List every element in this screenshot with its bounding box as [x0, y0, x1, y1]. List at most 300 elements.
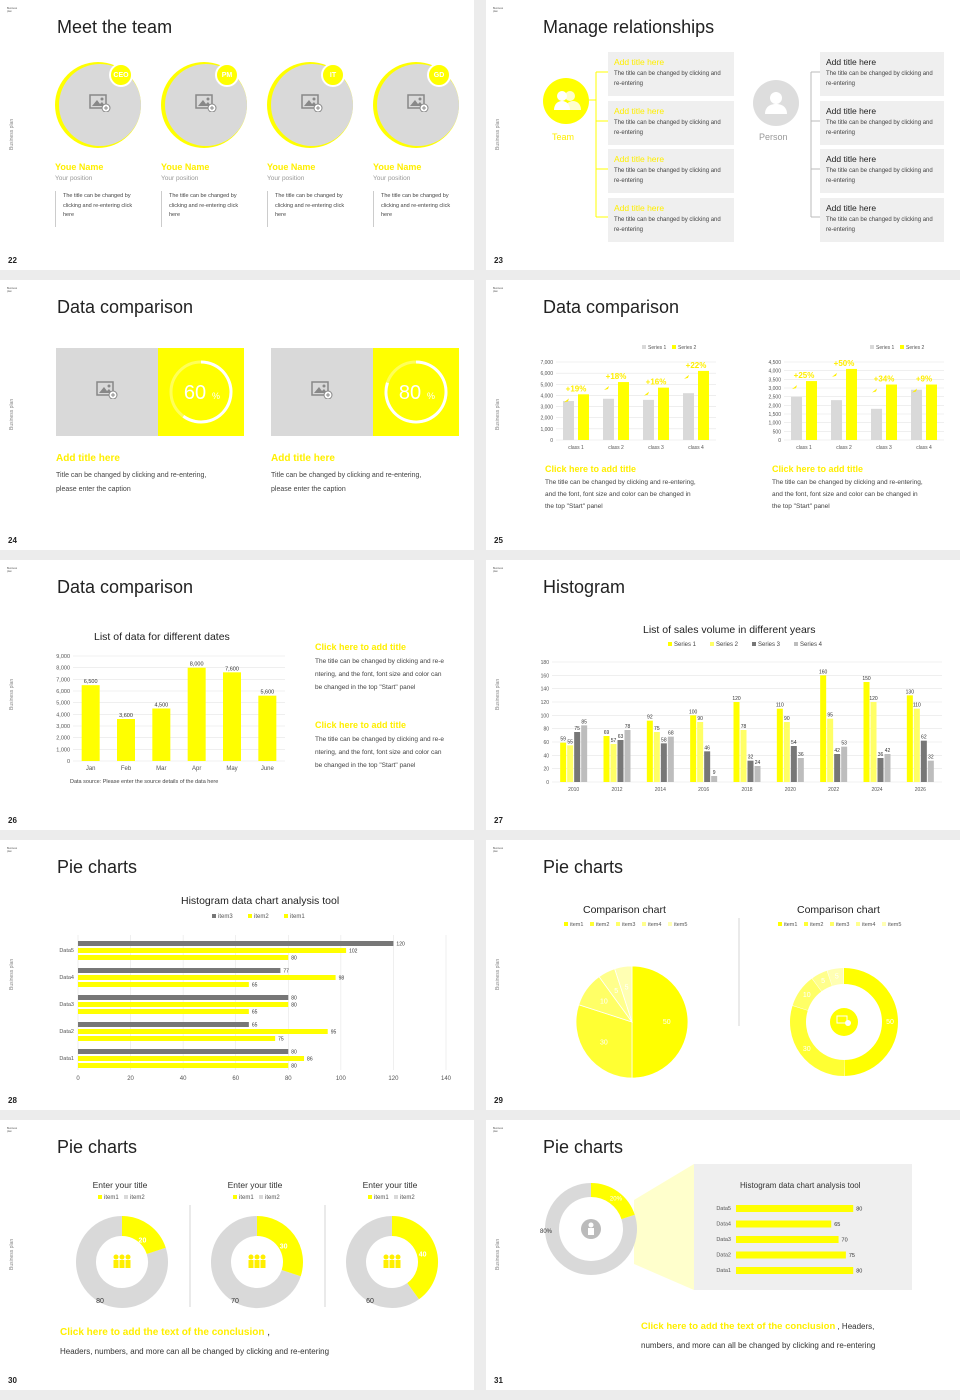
bar: [654, 732, 660, 782]
people-icon: [120, 1255, 125, 1260]
y-tick-label: 2,500: [768, 394, 781, 401]
bar: [886, 385, 897, 440]
growth-annotation: +50%: [833, 358, 855, 368]
slide-title: Pie charts: [57, 857, 138, 877]
data-label: 95: [330, 1029, 337, 1036]
vertical-label: Business plan: [9, 398, 15, 430]
logo: Business plan: [7, 7, 18, 13]
bar: [258, 696, 276, 761]
bar-chart-right: [754, 338, 954, 458]
slide-24[interactable]: [0, 280, 474, 550]
y-tick-label: 80: [543, 726, 549, 733]
legend-label: Series 2: [906, 345, 925, 351]
bar: [603, 399, 614, 440]
y-tick-label: Data3: [716, 1237, 731, 1243]
people-icon: [255, 1260, 260, 1268]
conclusion-sub: Headers, numbers, and more can all be changed by clicking and re-entering: [60, 1347, 330, 1356]
slice-label: 50: [662, 1019, 671, 1026]
image-placeholder-icon: [301, 94, 323, 117]
slice-label: 40: [418, 1251, 427, 1259]
data-label: 75: [278, 1036, 284, 1043]
data-label: 150: [862, 676, 871, 682]
bar: [827, 719, 833, 782]
y-tick-label: Data1: [59, 1056, 74, 1062]
bar: [831, 400, 842, 440]
bar: [647, 721, 653, 782]
y-tick-label: 9,000: [56, 654, 70, 660]
legend-label: item2: [265, 1195, 280, 1201]
logo: Business plan: [7, 1127, 18, 1133]
bar: [736, 1221, 831, 1228]
legend-label: item4: [862, 922, 876, 928]
data-label: 63: [617, 734, 624, 740]
legend-label: Series 1: [648, 345, 667, 351]
relationship-item[interactable]: [820, 149, 944, 193]
data-label: 57: [610, 738, 617, 744]
data-label: 65: [251, 1009, 258, 1016]
legend-label: item2: [596, 922, 610, 928]
x-tick-label: 40: [179, 1076, 187, 1082]
slice-label: 5: [821, 978, 826, 986]
item-title: Add title here: [614, 154, 665, 164]
text-line: and the font, font size and color can be changed in: [772, 491, 918, 498]
legend-label: item5: [888, 922, 902, 928]
bar: [928, 761, 934, 782]
y-tick-label: Data3: [59, 1002, 74, 1008]
text-line: the top "Start" panel: [545, 503, 603, 510]
bar: [784, 722, 790, 782]
people-icon: [255, 1255, 260, 1260]
block-text: ntering, and the font, font size and color can: [315, 749, 442, 756]
legend-swatch: [124, 1195, 128, 1199]
y-tick-label: 0: [778, 438, 781, 444]
bar: [78, 948, 346, 953]
relationship-item[interactable]: [608, 198, 734, 242]
data-label: 9: [712, 770, 716, 776]
slide-number: 23: [494, 256, 503, 265]
member-description: The title can be changed by clicking and re-entering click here: [169, 193, 239, 218]
card-title: Add title here: [56, 453, 120, 464]
x-tick-label: 140: [440, 1076, 452, 1082]
slide-23[interactable]: [486, 0, 960, 270]
bar: [668, 737, 674, 782]
slice-label: 10: [600, 998, 608, 1006]
data-label: 5,600: [260, 689, 275, 696]
data-label: 160: [818, 669, 828, 676]
y-tick-label: 500: [772, 429, 781, 436]
block-text: ntering, and the font, font size and color can: [315, 671, 442, 678]
x-tick-label: 60: [232, 1076, 240, 1082]
image-placeholder-icon: [96, 381, 118, 404]
vertical-label: Business plan: [495, 118, 501, 150]
growth-arrow: [604, 386, 609, 390]
bar: [152, 709, 170, 762]
slice-label: 60: [366, 1298, 374, 1305]
relationship-item[interactable]: [820, 198, 944, 242]
legend-label: Series 2: [678, 345, 697, 351]
x-tick-label: 2010: [568, 787, 580, 793]
bar: [658, 388, 669, 440]
item-text: The title can be changed by clicking and re-entering: [826, 216, 933, 233]
people-icon: [126, 1255, 131, 1260]
slide-number: 24: [8, 536, 17, 545]
x-tick-label: 2012: [611, 787, 623, 793]
logo: Business plan: [493, 567, 504, 573]
slide-title: Meet the team: [57, 17, 173, 37]
text-line: the top "Start" panel: [772, 503, 830, 510]
x-tick-label: Jan: [85, 766, 96, 772]
x-tick-label: class 4: [688, 445, 704, 451]
y-tick-label: 5,000: [540, 382, 553, 389]
legend-label: item3: [836, 922, 850, 928]
data-label: 65: [834, 1222, 841, 1228]
text-line: The title can be changed by clicking and re-entering,: [545, 479, 696, 486]
card-text: Title can be changed by clicking and re-entering,: [271, 472, 422, 479]
chart-title: Comparison chart: [583, 904, 666, 916]
bar: [736, 1236, 839, 1243]
x-tick-label: 20: [127, 1076, 134, 1082]
x-tick-label: 2020: [784, 787, 796, 793]
legend-label: item1: [239, 1195, 254, 1201]
block-title: Click here to add title: [315, 720, 407, 730]
bar-chart-left: [526, 338, 726, 458]
bar: [643, 400, 654, 440]
bar: [878, 758, 884, 782]
slide-22[interactable]: [0, 0, 474, 270]
data-label: 3,600: [119, 713, 133, 719]
data-label: 8,000: [189, 661, 204, 668]
y-tick-label: Data1: [716, 1268, 731, 1274]
legend-swatch: [259, 1195, 263, 1199]
vertical-label: Business plan: [495, 398, 501, 430]
role-badge: IT: [321, 63, 345, 87]
bar: [560, 743, 566, 782]
image-placeholder-icon: [89, 94, 111, 117]
data-label: 32: [928, 754, 934, 761]
growth-annotation: +18%: [605, 372, 627, 382]
legend-swatch: [882, 922, 886, 926]
bar: [78, 941, 393, 946]
legend-label: Series 2: [716, 642, 739, 648]
group-icon: [588, 1228, 594, 1235]
slide-27[interactable]: [486, 560, 960, 830]
legend-label: Series 1: [876, 345, 895, 351]
divider: [55, 191, 56, 227]
item-text: The title can be changed by clicking and re-entering: [614, 168, 721, 184]
presenter-icon: [845, 1020, 851, 1026]
item-text: The title can be changed by clicking and re-entering: [826, 71, 933, 87]
y-tick-label: 3,000: [56, 724, 70, 730]
legend-label: item2: [400, 1195, 415, 1201]
data-label: 65: [251, 982, 258, 989]
growth-annotation: +19%: [565, 384, 587, 394]
bar: [618, 740, 624, 782]
vertical-label: Business plan: [9, 678, 15, 710]
percent-value: 80: [398, 382, 422, 404]
growth-annotation: +22%: [685, 360, 707, 370]
data-label: 110: [775, 702, 784, 709]
slice-label: 20%: [609, 1196, 622, 1203]
slide-title: Manage relationships: [543, 17, 715, 37]
bar: [736, 1267, 853, 1274]
bar-chart: [45, 648, 295, 776]
data-label: 102: [349, 948, 358, 955]
bar: [748, 761, 754, 782]
legend-swatch: [616, 922, 620, 926]
data-label: 32: [747, 754, 754, 761]
slice-label: 50: [886, 1019, 894, 1026]
y-tick-label: 6,000: [56, 689, 70, 695]
vertical-label: Business plan: [9, 118, 15, 150]
conclusion: [60, 1327, 270, 1338]
x-tick-label: class 3: [876, 445, 892, 451]
percent-panel: [373, 348, 459, 436]
y-tick-label: 0: [546, 780, 549, 786]
relationship-item[interactable]: [820, 101, 944, 145]
item-text: The title can be changed by clicking and re-entering: [826, 168, 933, 184]
y-tick-label: Data4: [716, 1221, 731, 1228]
people-icon: [114, 1255, 119, 1260]
people-icon: [390, 1260, 395, 1268]
vertical-label: Business plan: [9, 1238, 15, 1270]
data-label: 90: [697, 716, 703, 722]
slide-26[interactable]: [0, 560, 474, 830]
data-label: 78: [624, 724, 631, 730]
panel-title: Histogram data chart analysis tool: [740, 1181, 861, 1190]
people-icon: [261, 1260, 266, 1268]
bar: [78, 955, 288, 960]
logo: Business plan: [7, 567, 18, 573]
slice-label: 5: [834, 973, 839, 981]
data-label: 110: [912, 702, 921, 709]
legend-label: item5: [674, 922, 688, 928]
slide-number: 26: [8, 816, 17, 825]
bar: [806, 381, 817, 440]
growth-arrow: [684, 375, 689, 379]
data-label: 4,500: [154, 702, 169, 709]
data-label: 95: [827, 712, 833, 719]
y-tick-label: 0: [66, 759, 70, 765]
bar: [78, 1056, 304, 1061]
slide-number: 22: [8, 256, 17, 265]
logo: Business plan: [493, 287, 504, 293]
bar: [78, 1029, 328, 1034]
bar: [223, 672, 241, 761]
y-tick-label: 1,500: [768, 412, 781, 418]
vertical-label: Business plan: [495, 1238, 501, 1270]
data-label: 24: [754, 760, 761, 766]
slide-number: 30: [8, 1376, 17, 1385]
member-description: The title can be changed by clicking and re-entering click here: [275, 193, 345, 218]
relationship-item[interactable]: [608, 101, 734, 145]
relationship-item[interactable]: [820, 52, 944, 96]
bar: [563, 401, 574, 440]
donut-title: Enter your title: [227, 1180, 283, 1190]
x-tick-label: class 1: [568, 445, 584, 451]
pie-charts: [486, 918, 960, 1108]
donut-title: Enter your title: [362, 1180, 418, 1190]
x-tick-label: Feb: [120, 766, 132, 772]
bar: [78, 968, 280, 973]
slide-title: Data comparison: [543, 297, 680, 317]
pie-slice: [632, 966, 688, 1078]
data-label: 65: [251, 1022, 258, 1029]
y-tick-label: 5,000: [56, 700, 70, 707]
people-icon: [249, 1260, 254, 1268]
card-text: please enter the caption: [56, 486, 131, 493]
y-tick-label: 2,000: [768, 403, 781, 410]
x-tick-label: class 1: [796, 445, 812, 451]
legend-swatch: [564, 922, 568, 926]
slide-number: 31: [494, 1376, 503, 1385]
y-tick-label: 140: [540, 686, 549, 693]
legend-label: item2: [254, 914, 269, 920]
bar: [78, 995, 288, 1000]
people-icon: [249, 1255, 254, 1260]
bar: [78, 1049, 288, 1054]
bar: [841, 747, 847, 782]
y-tick-label: 3,000: [540, 404, 553, 411]
member-position: Your position: [373, 175, 411, 182]
data-label: 62: [921, 734, 927, 741]
slide-title: Histogram: [543, 577, 626, 597]
text-line: and the font, font size and color can be changed in: [545, 491, 691, 498]
chart-title: List of data for different dates: [94, 631, 230, 643]
conclusion-link[interactable]: Click here to add the text of the conclusion: [641, 1321, 836, 1332]
data-label: 36: [877, 752, 884, 758]
people-icon: [384, 1260, 389, 1268]
card-title: Add title here: [271, 453, 335, 464]
bar: [921, 741, 927, 782]
item-text: The title can be changed by clicking and re-entering: [826, 119, 933, 136]
data-label: 59: [560, 736, 566, 743]
people-icon: [390, 1255, 395, 1260]
slice-label: 70: [231, 1298, 239, 1305]
member-position: Your position: [267, 175, 305, 182]
bar: [574, 732, 580, 782]
data-label: 120: [869, 696, 878, 702]
legend-swatch: [830, 922, 834, 926]
item-text: The title can be changed by clicking and re-entering: [614, 71, 721, 87]
y-tick-label: 7,000: [540, 360, 553, 366]
conclusion-sub: numbers, and more can all be changed by clicking and re-entering: [641, 1341, 876, 1350]
chart-title: Comparison chart: [797, 904, 880, 916]
growth-arrow: [792, 385, 797, 389]
logo: Business plan: [493, 847, 504, 853]
people-icon: [114, 1260, 119, 1268]
relationship-item[interactable]: [608, 52, 734, 96]
slide-30[interactable]: [0, 1120, 474, 1390]
y-tick-label: 1,000: [540, 426, 553, 433]
legend-swatch: [794, 642, 798, 646]
data-label: 77: [283, 968, 289, 975]
bar: [846, 369, 857, 440]
item-title: Add title here: [614, 202, 665, 213]
legend-label: item2: [130, 1195, 145, 1201]
slide-31[interactable]: [486, 1120, 960, 1390]
image-placeholder-icon: [311, 381, 333, 404]
bar: [117, 719, 135, 761]
percent-symbol: %: [426, 391, 436, 401]
data-label: 70: [841, 1237, 848, 1244]
legend-swatch: [212, 914, 216, 918]
data-label: 86: [307, 1056, 313, 1063]
x-tick-label: Mar: [156, 766, 167, 772]
slide-29[interactable]: [486, 840, 960, 1110]
data-label: 58: [661, 737, 667, 744]
bar: [78, 1063, 288, 1068]
image-placeholder-icon: [407, 94, 429, 117]
horizontal-bar-chart: [40, 910, 460, 1085]
data-label: 100: [688, 709, 698, 716]
card-text: please enter the caption: [271, 486, 346, 493]
data-label: 80: [291, 1063, 297, 1070]
rest-text: , Headers,: [835, 1322, 875, 1331]
vertical-label: Business plan: [9, 958, 15, 990]
y-tick-label: 3,500: [768, 377, 781, 384]
image-placeholder: [271, 348, 373, 436]
bar: [604, 736, 610, 782]
conclusion-link[interactable]: Click here to add the text of the conclusion: [60, 1327, 265, 1338]
bar: [690, 715, 696, 782]
bar: [78, 1036, 275, 1041]
x-tick-label: 2026: [914, 787, 926, 793]
legend-swatch: [804, 922, 808, 926]
slice-label: 20: [138, 1237, 147, 1245]
bar: [911, 390, 922, 440]
member-description: The title can be changed by clicking and re-entering click here: [381, 193, 451, 218]
logo: Business plan: [493, 1127, 504, 1133]
x-tick-label: Apr: [191, 766, 202, 772]
slide-title: Pie charts: [543, 857, 624, 877]
people-icon: [384, 1255, 389, 1260]
x-tick-label: 2016: [698, 787, 710, 793]
y-tick-label: Data2: [59, 1029, 74, 1035]
relationship-item[interactable]: [608, 149, 734, 193]
x-tick-label: class 4: [916, 445, 932, 451]
people-icon: [396, 1255, 401, 1260]
slide-25[interactable]: [486, 280, 960, 550]
progress-ring: [158, 348, 244, 436]
y-tick-label: 4,000: [540, 393, 553, 400]
data-label: 55: [567, 739, 573, 746]
y-tick-label: 40: [543, 753, 549, 760]
y-tick-label: 20: [543, 766, 549, 773]
y-tick-label: 2,000: [56, 735, 70, 742]
bar: [734, 702, 740, 782]
legend-swatch: [233, 1195, 237, 1199]
bar: [78, 1002, 288, 1007]
data-label: 80: [856, 1206, 863, 1213]
separator: ,: [264, 1327, 271, 1338]
y-tick-label: Data2: [716, 1252, 731, 1259]
x-tick-label: 120: [388, 1076, 399, 1082]
people-icon: [396, 1260, 401, 1268]
item-title: Add title here: [826, 202, 877, 213]
slide-28[interactable]: [0, 840, 474, 1110]
data-label: 54: [791, 740, 797, 746]
slide-title: Pie charts: [543, 1137, 624, 1157]
legend-swatch: [248, 914, 252, 918]
data-label: 69: [603, 730, 610, 736]
chart-title: List of sales volume in different years: [643, 624, 816, 636]
donut-charts: [0, 1175, 474, 1315]
y-tick-label: 0: [550, 438, 553, 444]
legend-label: Series 1: [674, 642, 697, 648]
block-text: The title can be changed by clicking and re-e: [315, 736, 444, 743]
data-label: 53: [841, 740, 847, 747]
data-label: 80: [291, 995, 297, 1002]
